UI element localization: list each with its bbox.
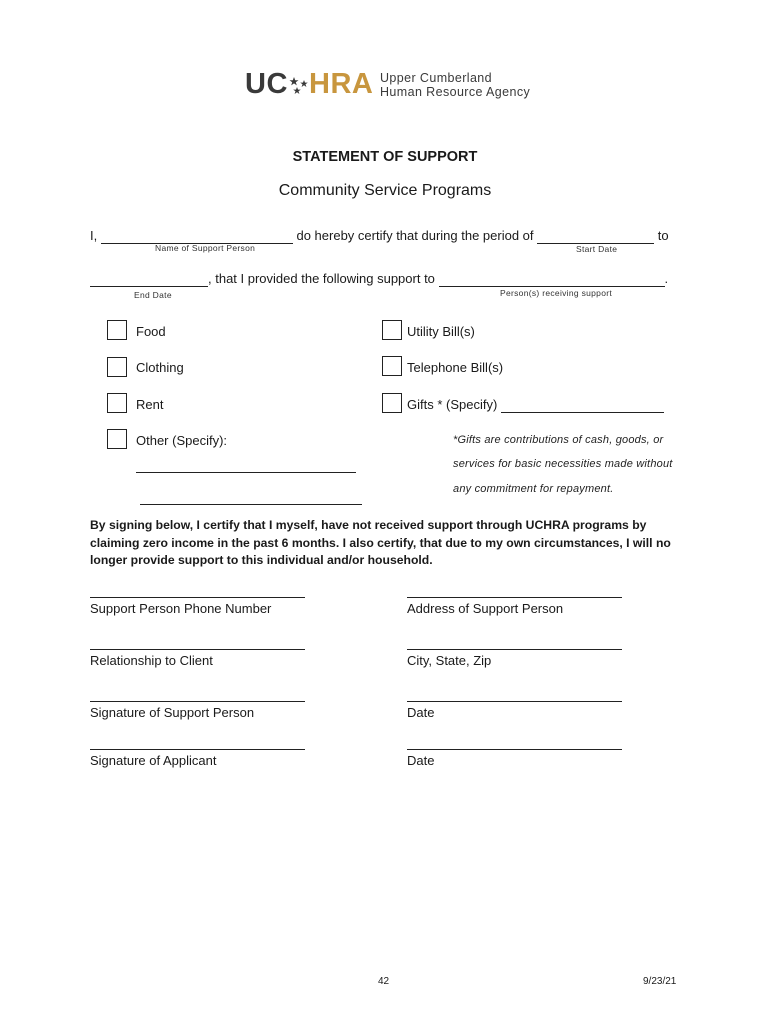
certify-line-2 — [90, 271, 668, 287]
person-receiving-support-label: Person(s) receiving support — [500, 288, 613, 298]
utility-bill-checkbox[interactable] — [382, 320, 402, 340]
telephone-bill-label: Telephone Bill(s) — [407, 360, 504, 375]
address-field[interactable] — [407, 585, 622, 598]
gifts-specify-field[interactable] — [501, 397, 664, 413]
person-receiving-support-field[interactable] — [439, 271, 665, 287]
support-person-name-field[interactable] — [101, 228, 293, 244]
logo-line2: Human Resource Agency — [380, 85, 531, 99]
end-date-label: End Date — [134, 290, 172, 300]
gifts-note-line-2: services for basic necessities made without — [453, 458, 673, 470]
date-field-2[interactable] — [407, 737, 622, 750]
certify-period: . — [664, 271, 669, 286]
page-title: STATEMENT OF SUPPORT — [292, 149, 478, 165]
food-checkbox[interactable] — [107, 320, 127, 340]
city-state-zip-field[interactable] — [407, 637, 622, 650]
address-label: Address of Support Person — [407, 601, 564, 616]
gifts-checkbox[interactable] — [382, 393, 402, 413]
other-specify-field-2[interactable] — [140, 490, 362, 505]
start-date-field[interactable] — [537, 228, 654, 244]
other-label: Other (Specify): — [136, 433, 228, 448]
phone-field[interactable] — [90, 585, 305, 598]
other-specify-field-1[interactable] — [136, 458, 356, 473]
phone-label: Support Person Phone Number — [90, 601, 272, 616]
logo-stars-icon — [288, 75, 310, 97]
statement-line-2: claiming zero income in the past 6 months. I also certify, that due to my own circumstances, I will no — [90, 535, 671, 550]
date-label-2: Date — [407, 753, 435, 768]
certify-middle: do hereby certify that during the period of — [296, 228, 534, 243]
rent-checkbox[interactable] — [107, 393, 127, 413]
end-date-field[interactable] — [90, 271, 208, 287]
certify-provided: , that I provided the following support to — [208, 271, 435, 286]
logo-uc: UC — [245, 68, 288, 100]
start-date-label: Start Date — [576, 244, 618, 254]
support-signature-label: Signature of Support Person — [90, 705, 255, 720]
certify-to: to — [657, 228, 669, 243]
utility-bill-label: Utility Bill(s) — [407, 324, 475, 339]
telephone-bill-checkbox[interactable] — [382, 356, 402, 376]
gifts-note-line-1: *Gifts are contributions of cash, goods, or — [453, 434, 664, 446]
applicant-signature-field[interactable] — [90, 737, 305, 750]
clothing-checkbox[interactable] — [107, 357, 127, 377]
certification-statement — [90, 517, 671, 570]
certify-prefix: I, — [90, 228, 98, 243]
other-checkbox[interactable] — [107, 429, 127, 449]
page-number: 42 — [378, 976, 390, 987]
name-of-support-person-label: Name of Support Person — [155, 243, 256, 253]
clothing-label: Clothing — [136, 360, 184, 375]
certify-line-1 — [90, 228, 669, 244]
applicant-signature-label: Signature of Applicant — [90, 753, 217, 768]
rent-label: Rent — [136, 397, 164, 412]
city-state-zip-label: City, State, Zip — [407, 653, 492, 668]
logo-hra: HRA — [309, 68, 374, 100]
gifts-row — [407, 397, 664, 413]
statement-line-1: By signing below, I certify that I myself, have not received support through UCHRA programs by — [90, 518, 647, 532]
footer-date: 9/23/21 — [643, 976, 677, 987]
logo-line1: Upper Cumberland — [380, 71, 493, 85]
support-signature-field[interactable] — [90, 689, 305, 702]
gifts-note-line-3: any commitment for repayment. — [453, 483, 614, 495]
date-field-1[interactable] — [407, 689, 622, 702]
date-label-1: Date — [407, 705, 435, 720]
relationship-label: Relationship to Client — [90, 653, 213, 668]
food-label: Food — [136, 324, 166, 339]
relationship-field[interactable] — [90, 637, 305, 650]
page-subtitle: Community Service Programs — [278, 182, 492, 199]
statement-line-3: longer provide support to this individual and/or household. — [90, 553, 433, 567]
gifts-label: Gifts * (Specify) — [407, 397, 498, 412]
